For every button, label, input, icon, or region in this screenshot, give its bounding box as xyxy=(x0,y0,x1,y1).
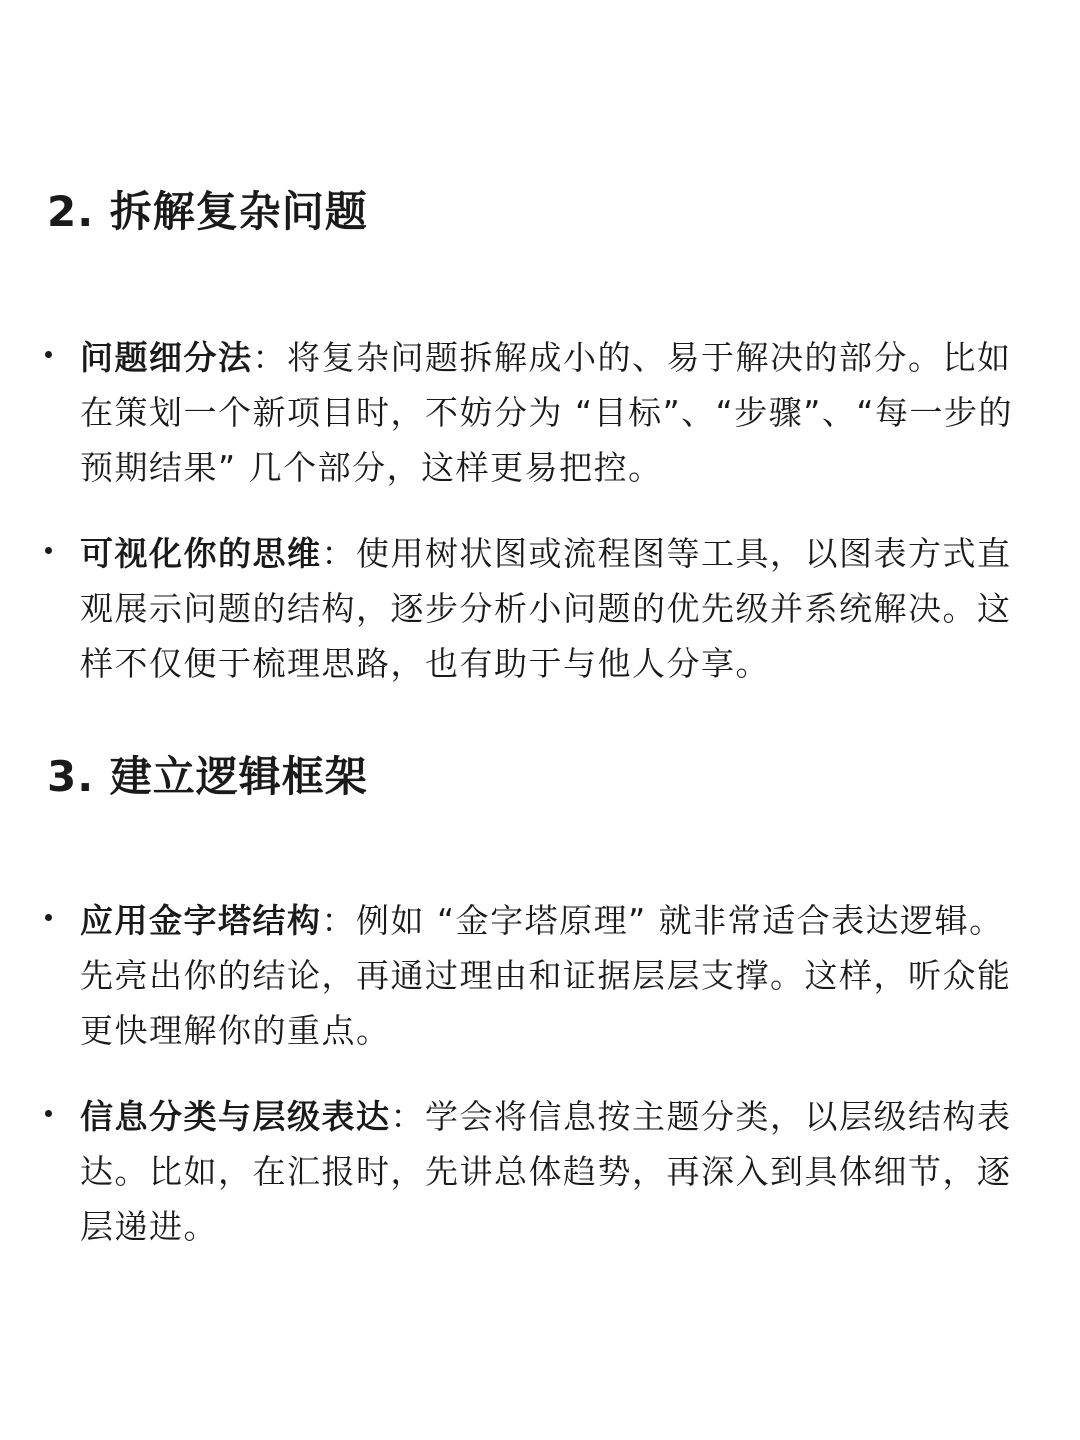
bullet-term: 问题细分法 xyxy=(80,338,253,377)
bullet-body: 学会将信息按主题分类，以层级结构表达。比如，在汇报时，先讲总体趋势，再深入到具体细节，逐层递进。 xyxy=(80,1097,1012,1246)
bullet-colon: ： xyxy=(321,901,356,940)
bullet-term: 信息分类与层级表达 xyxy=(80,1097,391,1136)
bullet-dot-icon xyxy=(45,1110,52,1117)
bullet-body: 使用树状图或流程图等工具，以图表方式直观展示问题的结构，逐步分析小问题的优先级并系统解决。这样不仅便于梳理思路，也有助于与他人分享。 xyxy=(80,534,1012,683)
bullet-colon: ： xyxy=(252,338,287,377)
bullet-dot-icon xyxy=(45,547,52,554)
bullet-paragraph xyxy=(80,1089,1035,1254)
bullet-paragraph xyxy=(80,893,1035,1058)
bullet-term: 应用金字塔结构 xyxy=(80,901,322,940)
bullet-paragraph xyxy=(80,330,1035,495)
bullet-dot-icon xyxy=(45,351,52,358)
section-heading-logic-framework: 3. 建立逻辑框架 xyxy=(47,752,368,801)
bullet-body: 例如 “金字塔原理” 就非常适合表达逻辑。先亮出你的结论，再通过理由和证据层层支撑。这样，听众能更快理解你的重点。 xyxy=(80,901,1012,1050)
bullet-colon: ： xyxy=(321,534,356,573)
bullet-paragraph xyxy=(80,526,1035,691)
bullet-colon: ： xyxy=(390,1097,425,1136)
bullet-term: 可视化你的思维 xyxy=(80,534,322,573)
section-heading-break-down-problems: 2. 拆解复杂问题 xyxy=(47,187,368,236)
bullet-body: 将复杂问题拆解成小的、易于解决的部分。比如在策划一个新项目时，不妨分为 “目标”、“步骤”、“每一步的预期结果” 几个部分，这样更易把控。 xyxy=(80,338,1013,487)
bullet-dot-icon xyxy=(45,914,52,921)
